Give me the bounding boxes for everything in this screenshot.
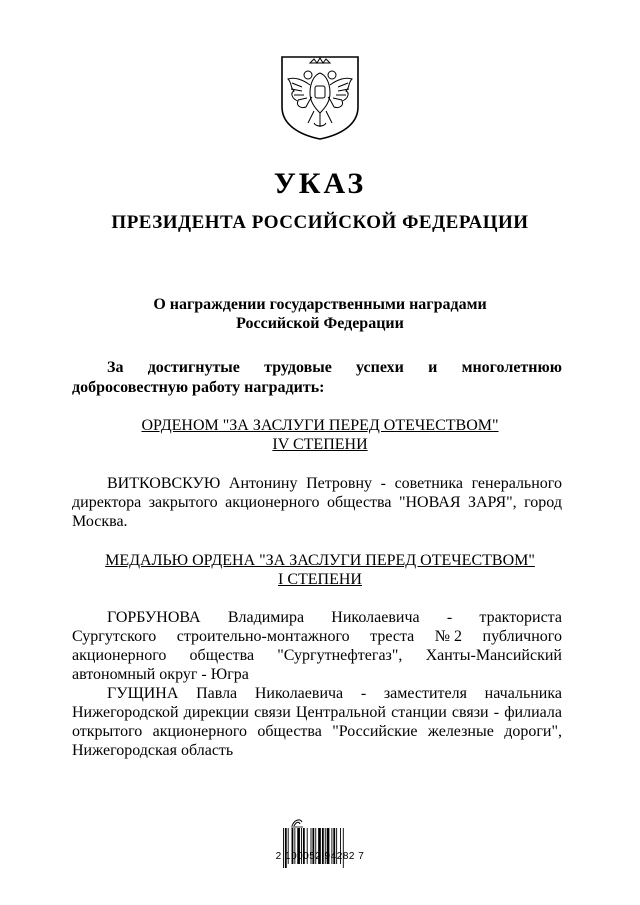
recipient-word: начальника [484,685,562,702]
recipient-word: генерального [471,475,562,492]
intro-word: достигнутые [147,359,240,376]
recipient-word: ГОРБУНОВА [107,609,201,626]
intro-paragraph [72,358,562,398]
recipient-word: ЗАРЯ", [467,494,517,511]
recipient-word: Владимира [227,609,305,626]
recipient-word: Павла [196,685,238,702]
recipient-paragraph [72,474,562,531]
recipient-word: связи [254,704,291,721]
recipient-word: "Сургутнефтегаз", [277,647,403,664]
recipient-word: общества [257,723,322,740]
state-emblem-icon [278,53,362,141]
recipient-word: треста [370,628,415,645]
recipient-word: акционерного [152,723,247,740]
recipient-word: публичного [482,628,562,645]
recipient-paragraph [72,684,562,760]
recipient-paragraph [72,608,562,684]
award-line: ОРДЕНОМ "ЗА ЗАСЛУГИ ПЕРЕД ОТЕЧЕСТВОМ" [141,417,499,434]
recipient-word: директора [72,494,142,511]
recipient-word: - [380,475,386,492]
intro-word: и [428,359,438,376]
recipient-word: заместителя [383,685,467,702]
recipient-word: филиала [504,704,562,721]
intro-word: За [107,359,124,376]
intro-line: добросовестную работу наградить: [72,379,325,396]
recipient-word: дороги", [504,723,562,740]
recipient-line: Москва. [72,513,128,530]
recipient-word: общества [189,647,255,664]
award-title-order [60,416,580,454]
recipient-word: акционерного [72,647,167,664]
recipient-word: № 2 [434,628,463,645]
recipient-word: Николаевича [331,609,420,626]
document-title: УКАЗ [273,167,367,200]
recipient-word: Центральной [295,704,386,721]
recipient-word: станции [391,704,447,721]
barcode-number: 2 100052 94282 7 [275,851,365,862]
recipient-word: Николаевича [254,685,344,702]
document-subtitle: ПРЕЗИДЕНТА РОССИЙСКОЙ ФЕДЕРАЦИИ [111,212,529,233]
intro-word: трудовые [264,359,332,376]
recipient-word: ГУЩИНА [107,685,179,702]
recipient-word: связи [451,704,489,721]
recipient-word: "Российские [332,723,418,740]
heading-line: Российской Федерации [236,315,404,332]
intro-word: многолетнюю [461,359,562,376]
recipient-word: советника [394,475,463,492]
barcode-bars [282,828,364,868]
recipient-word: Ханты-Мансийский [425,647,562,664]
recipient-word: акционерного [225,494,320,511]
recipient-word: общества [326,494,392,511]
recipient-word: - [360,685,367,702]
recipient-word: дирекции [183,704,249,721]
award-line: IV СТЕПЕНИ [272,436,368,453]
barcode-logo-icon [290,816,304,828]
recipient-word: Сургутского [72,628,157,645]
recipient-word: закрытого [148,494,218,511]
recipient-word: тракториста [479,609,562,626]
recipient-word: город [524,494,562,511]
recipient-word: Петровну [306,475,373,492]
award-line: МЕДАЛЬЮ ОРДЕНА "ЗА ЗАСЛУГИ ПЕРЕД ОТЕЧЕСТВОМ" [105,552,535,569]
recipient-line: автономный округ - Югра [72,666,249,683]
recipient-word: строительно-монтажного [176,628,350,645]
recipient-word: Антонину [228,475,298,492]
recipient-line: Нижегородская область [72,742,234,759]
decree-heading [60,295,580,333]
recipient-word: - [493,704,500,721]
recipient-word: железные [427,723,494,740]
recipient-word: ВИТКОВСКУЮ [107,475,221,492]
recipient-word: открытого [72,723,143,740]
award-title-medal [60,551,580,589]
recipient-word: "НОВАЯ [398,494,461,511]
recipient-word: - [446,609,453,626]
recipient-word: Нижегородской [72,704,179,721]
award-line: I СТЕПЕНИ [278,571,362,588]
heading-line: О награждении государственными наградами [153,296,487,313]
intro-word: успехи [356,359,404,376]
